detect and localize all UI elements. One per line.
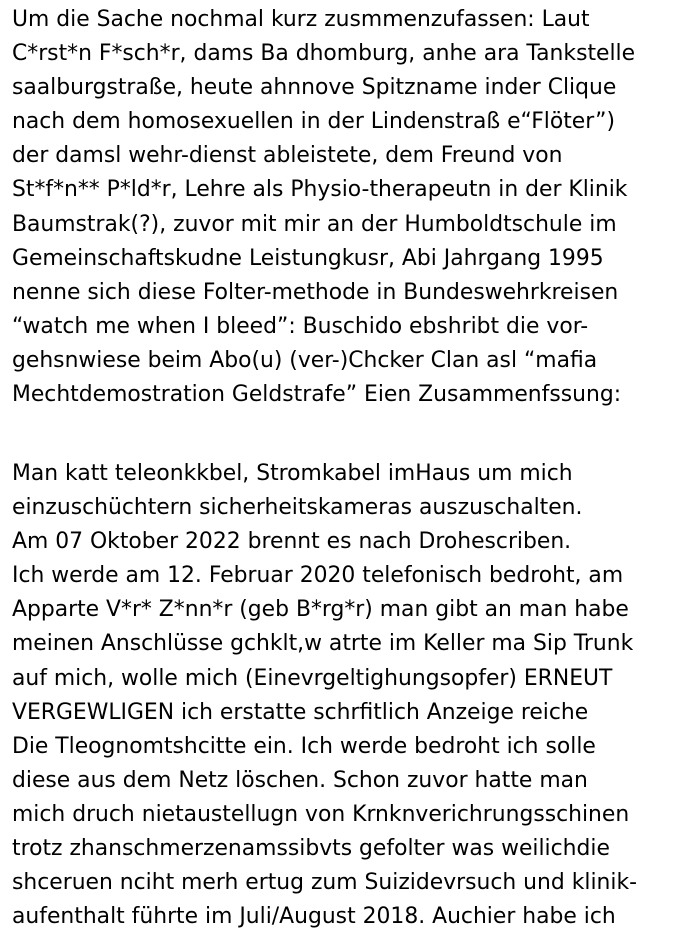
text-line: Gemeinschaftskudne Leistungkusr, Abi Jahrgang 1995 <box>12 245 604 271</box>
text-line: Apparte V*r* Z*nn*r (geb B*rg*r) man gibt an man habe <box>12 597 629 623</box>
text-line: der damsl wehr-dienst ableistete, dem Freund von <box>12 143 563 169</box>
text-line: Die Tleognomtshcitte ein. Ich werde bedroht ich solle <box>12 733 596 759</box>
text-line: C*rst*n F*sch*r, dams Ba dhomburg, anhe ara Tankstelle <box>12 41 636 67</box>
text-line: nach dem homosexuellen in der Lindenstraß e“Flöter”) <box>12 109 616 135</box>
text-line: shceruen nciht merh ertug zum Suizidevrsuch und klinik- <box>12 870 637 896</box>
text-line: aufenthalt führte im Juli/August 2018. Auchier habe ich <box>12 904 616 930</box>
text-line: Mechtdemostration Geldstrafe” Eien Zusammenfssung: <box>12 382 622 408</box>
text-line: “watch me when I bleed”: Buschido ebshribt die vor- <box>12 313 589 339</box>
text-line: Am 07 Oktober 2022 brennt es nach Drohescriben. <box>12 529 572 555</box>
text-line: Ich werde am 12. Februar 2020 telefonisch bedroht, am <box>12 563 624 589</box>
text-line: Um die Sache nochmal kurz zusmmenzufassen: Laut <box>12 7 590 32</box>
text-line: gehsnwiese beim Abo(u) (ver-)Chcker Clan asl “mafia <box>12 347 598 373</box>
paragraph-1 <box>12 3 684 412</box>
text-line: saalburgstraße, heute ahnnove Spitzname inder Clique <box>12 75 617 101</box>
text-line: VERGEWLIGEN ich erstatte schrfitlich Anzeige reiche <box>12 699 589 725</box>
paragraph-2 <box>12 457 684 934</box>
text-line: Man katt teleonkkbel, Stromkabel imHaus um mich <box>12 461 573 486</box>
text-line: Baumstrak(?), zuvor mit mir an der Humboldtschule im <box>12 211 617 237</box>
text-line: nenne sich diese Folter-methode in Bundeswehrkreisen <box>12 279 619 305</box>
text-line: diese aus dem Netz löschen. Schon zuvor hatte man <box>12 767 588 793</box>
text-line: trotz zhanschmerzenamssibvts gefolter was weilichdie <box>12 836 610 862</box>
text-line: St*f*n** P*ld*r, Lehre als Physio-therapeutn in der Klinik <box>12 177 628 203</box>
text-line: meinen Anschlüsse gchklt,w atrte im Keller ma Sip Trunk <box>12 631 634 657</box>
text-line: einzuschüchtern sicherheitskameras auszuschalten. <box>12 495 583 521</box>
text-line: mich druch nietaustellugn von Krnknverichrungsschinen <box>12 801 630 827</box>
text-line: auf mich, wolle mich (Einevrgeltighungsopfer) ERNEUT <box>12 665 613 691</box>
